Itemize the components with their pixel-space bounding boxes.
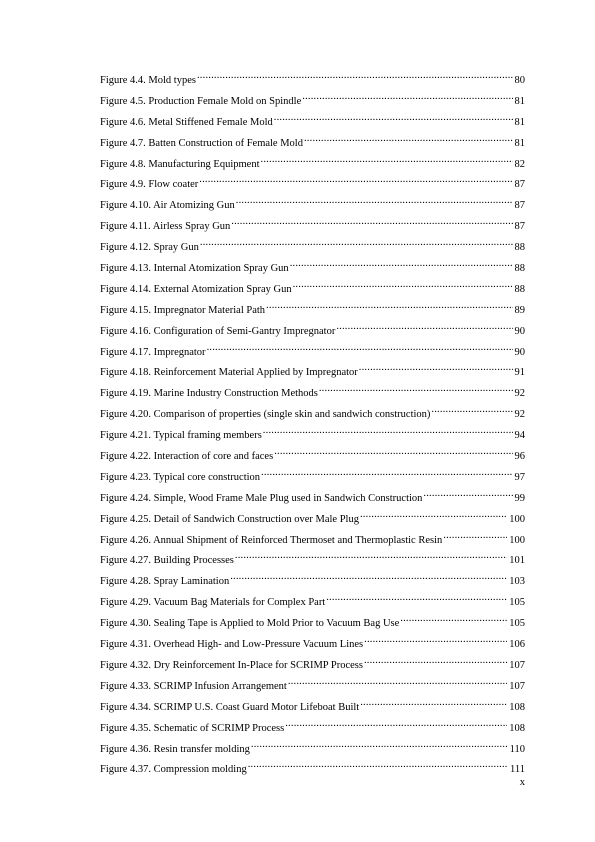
dot-leader — [364, 633, 507, 647]
toc-entry[interactable] — [100, 591, 525, 612]
dot-leader — [290, 257, 513, 271]
dot-leader — [230, 570, 507, 584]
toc-entry-label: Figure 4.21. Typical framing members — [100, 430, 262, 442]
toc-entry-label: Figure 4.24. Simple, Wood Frame Male Plug used in Sandwich Construction — [100, 492, 423, 504]
toc-entry-page: 101 — [509, 555, 525, 567]
toc-entry-page: 81 — [514, 116, 525, 128]
dot-leader — [199, 173, 512, 187]
toc-entry[interactable] — [100, 215, 525, 236]
toc-entry-label: Figure 4.25. Detail of Sandwich Construction over Male Plug — [100, 513, 359, 525]
toc-entry-label: Figure 4.8. Manufacturing Equipment — [100, 158, 260, 170]
toc-entry-page: 96 — [514, 451, 525, 463]
dot-leader — [207, 341, 513, 355]
toc-entry-label: Figure 4.31. Overhead High- and Low-Pressure Vacuum Lines — [100, 639, 364, 651]
dot-leader — [423, 487, 512, 501]
toc-entry[interactable] — [100, 445, 525, 466]
toc-entry-page: 90 — [514, 346, 525, 358]
toc-entry[interactable] — [100, 403, 525, 424]
toc-entry-page: 106 — [509, 639, 525, 651]
dot-leader — [288, 675, 507, 689]
toc-entry[interactable] — [100, 111, 525, 132]
toc-entry[interactable] — [100, 236, 525, 257]
dot-leader — [274, 111, 513, 125]
toc-entry[interactable] — [100, 738, 525, 759]
toc-entry[interactable] — [100, 320, 525, 341]
toc-entry-page: 111 — [510, 764, 525, 776]
dot-leader — [236, 194, 513, 208]
toc-entry-page: 108 — [509, 722, 525, 734]
dot-leader — [231, 215, 512, 229]
dot-leader — [336, 320, 512, 334]
dot-leader — [251, 738, 508, 752]
toc-entry-label: Figure 4.34. SCRIMP U.S. Coast Guard Motor Lifeboat Built — [100, 701, 360, 713]
toc-entry-label: Figure 4.13. Internal Atomization Spray Gun — [100, 263, 289, 275]
toc-entry-page: 94 — [514, 430, 525, 442]
toc-entry-label: Figure 4.6. Metal Stiffened Female Mold — [100, 116, 273, 128]
toc-entry-page: 88 — [514, 283, 525, 295]
toc-entry-label: Figure 4.28. Spray Lamination — [100, 576, 230, 588]
toc-entry[interactable] — [100, 570, 525, 591]
toc-entry-label: Figure 4.11. Airless Spray Gun — [100, 221, 231, 233]
toc-entry-label: Figure 4.18. Reinforcement Material Applied by Impregnator — [100, 367, 358, 379]
dot-leader — [263, 424, 513, 438]
toc-entry[interactable] — [100, 633, 525, 654]
toc-entry[interactable] — [100, 257, 525, 278]
toc-entry[interactable] — [100, 382, 525, 403]
dot-leader — [360, 508, 507, 522]
toc-entry-label: Figure 4.4. Mold types — [100, 75, 196, 86]
toc-entry-label: Figure 4.9. Flow coater — [100, 179, 199, 191]
toc-entry-label: Figure 4.36. Resin transfer molding — [100, 743, 250, 755]
toc-entry-label: Figure 4.16. Configuration of Semi-Gantry Impregnator — [100, 325, 336, 337]
toc-entry-page: 89 — [514, 304, 525, 316]
toc-entry-label: Figure 4.20. Comparison of properties (single skin and sandwich construction) — [100, 409, 431, 421]
toc-entry[interactable] — [100, 758, 525, 779]
toc-entry[interactable] — [100, 654, 525, 675]
toc-entry-label: Figure 4.22. Interaction of core and faces — [100, 451, 274, 463]
toc-entry-label: Figure 4.27. Building Processes — [100, 555, 234, 567]
dot-leader — [400, 612, 507, 626]
dot-leader — [359, 361, 513, 375]
list-of-figures — [100, 69, 525, 779]
toc-entry-label: Figure 4.12. Spray Gun — [100, 242, 199, 254]
toc-entry-page: 107 — [509, 659, 525, 671]
dot-leader — [248, 758, 508, 772]
dot-leader — [197, 69, 513, 83]
toc-entry[interactable] — [100, 69, 525, 90]
dot-leader — [304, 132, 513, 146]
toc-entry-label: Figure 4.7. Batten Construction of Female Mold — [100, 137, 303, 149]
toc-entry-page: 87 — [514, 179, 525, 191]
toc-entry[interactable] — [100, 549, 525, 570]
toc-entry[interactable] — [100, 529, 525, 550]
toc-entry-page: 88 — [514, 242, 525, 254]
toc-entry[interactable] — [100, 173, 525, 194]
dot-leader — [326, 591, 507, 605]
dot-leader — [261, 153, 513, 167]
toc-entry-page: 87 — [514, 200, 525, 212]
page-number: x — [519, 777, 525, 788]
toc-entry-page: 80 — [514, 75, 525, 86]
toc-entry-page: 100 — [509, 534, 525, 546]
dot-leader — [431, 403, 512, 417]
toc-entry[interactable] — [100, 696, 525, 717]
toc-entry-label: Figure 4.30. Sealing Tape is Applied to Mold Prior to Vacuum Bag Use — [100, 618, 400, 630]
dot-leader — [200, 236, 513, 250]
toc-entry-page: 105 — [509, 618, 525, 630]
toc-entry-page: 88 — [514, 263, 525, 275]
dot-leader — [293, 278, 513, 292]
dot-leader — [364, 654, 507, 668]
toc-entry-label: Figure 4.26. Annual Shipment of Reinforced Thermoset and Thermoplastic Resin — [100, 534, 443, 546]
dot-leader — [235, 549, 507, 563]
toc-entry-page: 100 — [509, 513, 525, 525]
toc-entry-page: 87 — [514, 221, 525, 233]
toc-entry[interactable] — [100, 508, 525, 529]
toc-entry[interactable] — [100, 132, 525, 153]
toc-entry[interactable] — [100, 153, 525, 174]
toc-entry-label: Figure 4.19. Marine Industry Construction Methods — [100, 388, 318, 400]
toc-entry-page: 110 — [509, 743, 525, 755]
toc-entry-page: 103 — [509, 576, 525, 588]
toc-entry[interactable] — [100, 466, 525, 487]
toc-entry-page: 90 — [514, 325, 525, 337]
toc-entry[interactable] — [100, 278, 525, 299]
toc-entry[interactable] — [100, 299, 525, 320]
toc-entry[interactable] — [100, 361, 525, 382]
toc-entry-page: 81 — [514, 137, 525, 149]
toc-entry-label: Figure 4.5. Production Female Mold on Spindle — [100, 95, 302, 107]
toc-entry-label: Figure 4.33. SCRIMP Infusion Arrangement — [100, 680, 287, 692]
dot-leader — [285, 717, 507, 731]
dot-leader — [360, 696, 507, 710]
toc-entry-page: 107 — [509, 680, 525, 692]
toc-entry[interactable] — [100, 487, 525, 508]
toc-entry-page: 97 — [514, 471, 525, 483]
dot-leader — [274, 445, 512, 459]
toc-entry-page: 92 — [514, 388, 525, 400]
toc-entry-label: Figure 4.37. Compression molding — [100, 764, 247, 776]
toc-entry-label: Figure 4.17. Impregnator — [100, 346, 206, 358]
toc-entry-label: Figure 4.32. Dry Reinforcement In-Place for SCRIMP Process — [100, 659, 363, 671]
toc-entry[interactable] — [100, 675, 525, 696]
toc-entry[interactable] — [100, 717, 525, 738]
toc-entry-page: 99 — [514, 492, 525, 504]
toc-entry-label: Figure 4.29. Vacuum Bag Materials for Complex Part — [100, 597, 326, 609]
toc-entry-page: 81 — [514, 95, 525, 107]
dot-leader — [319, 382, 513, 396]
toc-entry[interactable] — [100, 424, 525, 445]
toc-entry[interactable] — [100, 194, 525, 215]
toc-entry-label: Figure 4.23. Typical core construction — [100, 471, 261, 483]
toc-entry-page: 92 — [514, 409, 525, 421]
toc-entry-page: 105 — [509, 597, 525, 609]
toc-entry[interactable] — [100, 90, 525, 111]
toc-entry[interactable] — [100, 341, 525, 362]
toc-entry-page: 82 — [514, 158, 525, 170]
dot-leader — [302, 90, 512, 104]
toc-entry-label: Figure 4.15. Impregnator Material Path — [100, 304, 266, 316]
toc-entry-label: Figure 4.35. Schematic of SCRIMP Process — [100, 722, 285, 734]
dot-leader — [261, 466, 512, 480]
toc-entry-label: Figure 4.10. Air Atomizing Gun — [100, 200, 235, 212]
toc-entry[interactable] — [100, 612, 525, 633]
dot-leader — [266, 299, 512, 313]
toc-entry-page: 108 — [509, 701, 525, 713]
toc-entry-label: Figure 4.14. External Atomization Spray Gun — [100, 283, 292, 295]
toc-entry-page: 91 — [514, 367, 525, 379]
dot-leader — [443, 529, 507, 543]
